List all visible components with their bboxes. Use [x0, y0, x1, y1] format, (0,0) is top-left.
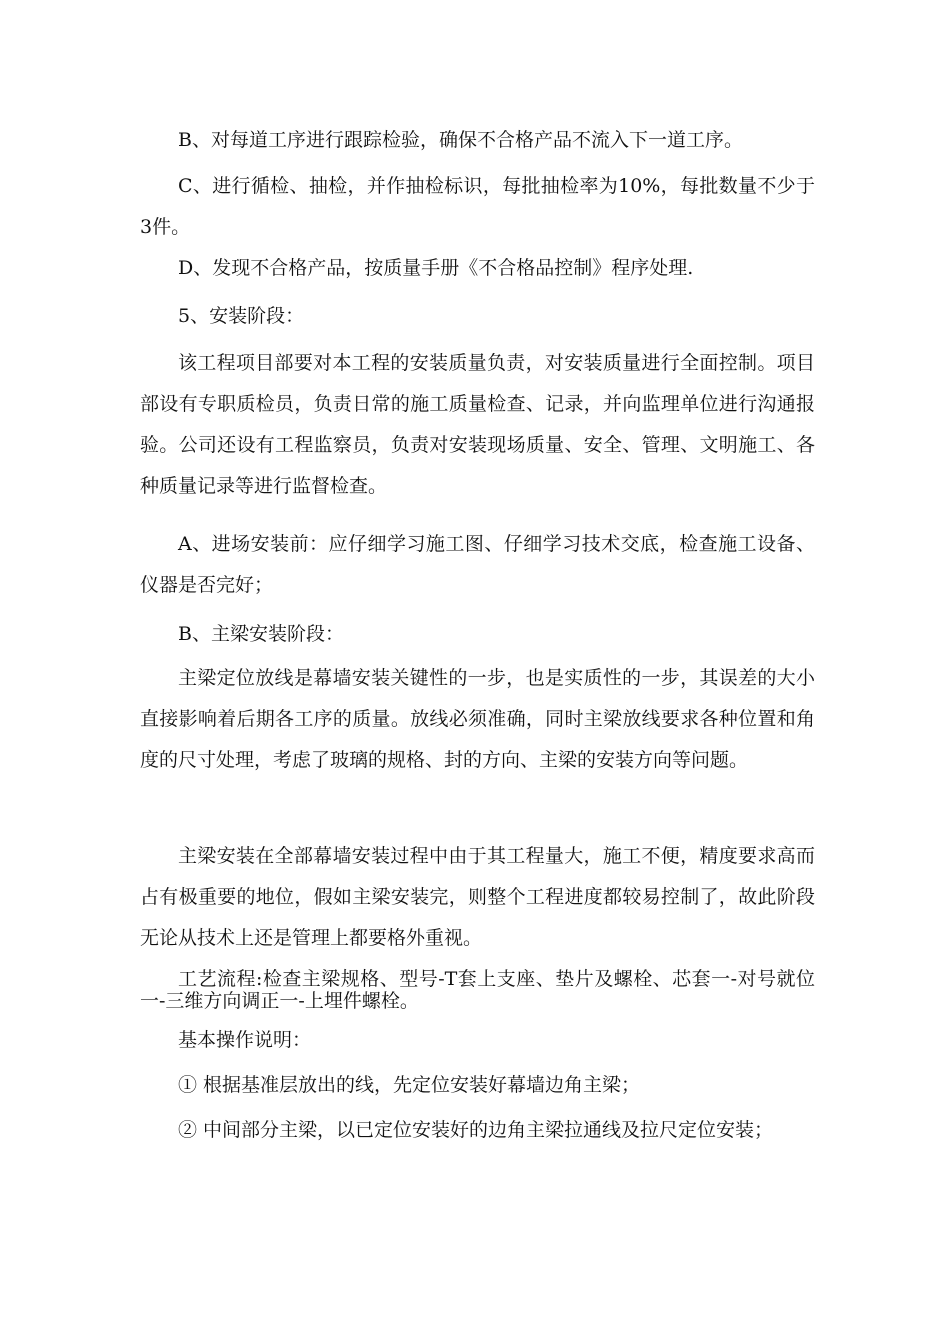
- paragraph-main-beam-layout: 主梁定位放线是幕墙安装关键性的一步，也是实质性的一步，其误差的大小直接影响着后期各工序的质量。放线必须准确，同时主梁放线要求各种位置和角度的尺寸处理，考虑了玻璃的规格、封的方向、主梁的安装方向等问题。: [140, 667, 815, 771]
- paragraph-main-beam-importance: 主梁安装在全部幕墙安装过程中由于其工程量大，施工不便，精度要求高而占有极重要的地位，假如主梁安装完，则整个工程进度都较易控制了，故此阶段无论从技术上还是管理上都要格外重视。: [140, 845, 815, 949]
- paragraph-nonconforming-handling: D、发现不合格产品，按质量手册《不合格品控制》程序处理.: [178, 257, 694, 279]
- paragraph-process-flow: 工艺流程:检查主梁规格、型号-T套上支座、垫片及螺栓、芯套一-对号就位一-三维方向调正一-上埋件螺栓。: [140, 968, 815, 1012]
- paragraph-pre-installation: A、进场安装前：应仔细学习施工图、仔细学习技术交底，检查施工设备、仪器是否完好；: [140, 533, 815, 596]
- paragraph-project-responsibility: 该工程项目部要对本工程的安装质量负责，对安装质量进行全面控制。项目部设有专职质检员，负责日常的施工质量检查、记录，并向监理单位进行沟通报验。公司还设有工程监察员，负责对安装现场质量、安全、管理、文明施工、各种质量记录等进行监督检查。: [140, 352, 815, 497]
- step-2: ② 中间部分主梁，以已定位安装好的边角主梁拉通线及拉尺定位安装；: [178, 1119, 774, 1141]
- section-heading-installation: 5、安装阶段：: [178, 305, 305, 327]
- paragraph-inspection-tracking: B、对每道工序进行跟踪检验，确保不合格产品不流入下一道工序。: [178, 129, 743, 151]
- subheading-basic-operation: 基本操作说明：: [178, 1029, 312, 1051]
- subheading-main-beam-stage: B、主梁安装阶段：: [178, 623, 344, 645]
- step-1: ① 根据基准层放出的线，先定位安装好幕墙边角主梁；: [178, 1074, 641, 1096]
- paragraph-sampling-inspection: C、进行循检、抽检，并作抽检标识，每批抽检率为10%，每批数量不少于3件。: [140, 175, 815, 238]
